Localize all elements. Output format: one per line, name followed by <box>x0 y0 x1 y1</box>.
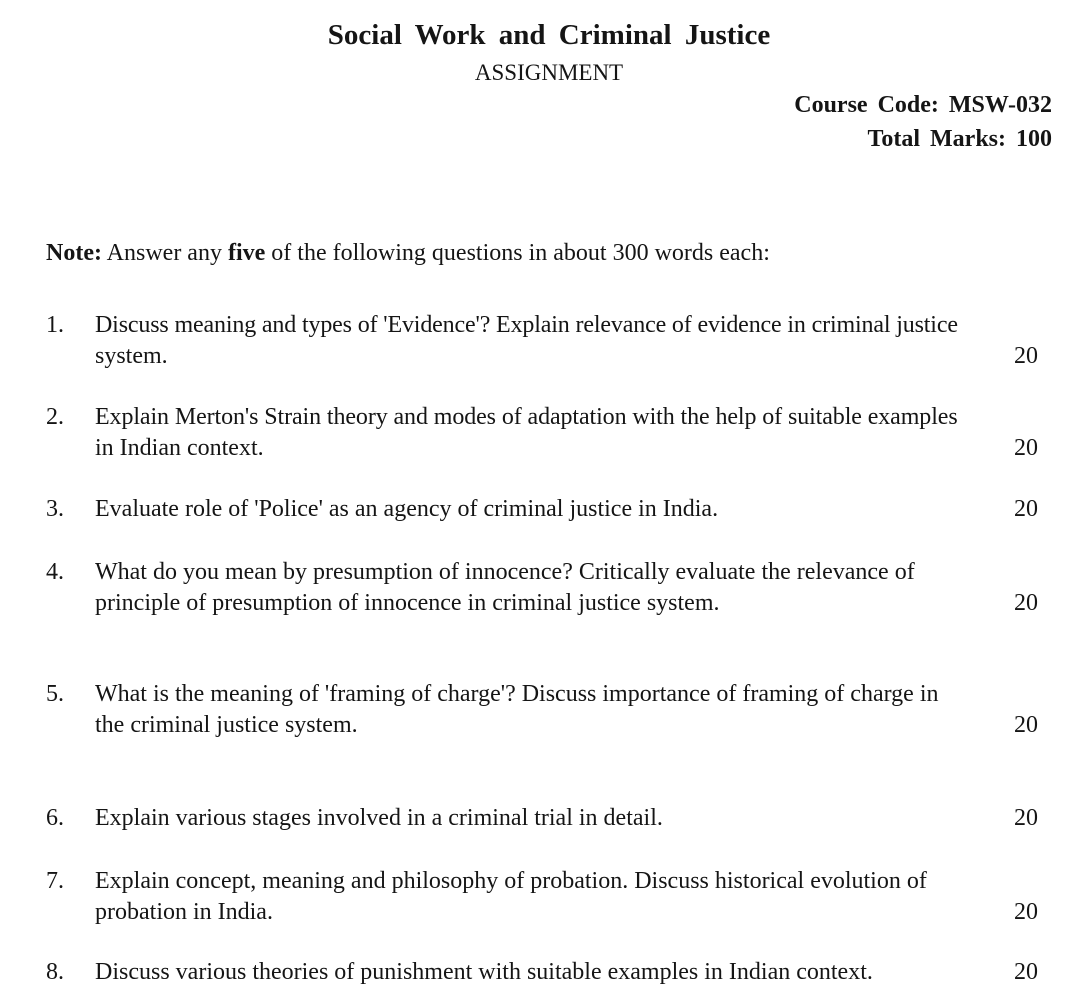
instruction-note <box>46 240 770 267</box>
question-line: principle of presumption of innocence in criminal justice system. <box>95 590 720 616</box>
total-marks: Total Marks: 100 <box>867 126 1052 152</box>
question-number: 3. <box>46 496 64 522</box>
question-marks: 20 <box>1014 712 1038 738</box>
question-line: Explain Merton's Strain theory and modes of adaptation with the help of suitable examples <box>95 404 958 430</box>
question-line: system. <box>95 343 168 369</box>
question-line: Explain concept, meaning and philosophy of probation. Discuss historical evolution of <box>95 868 927 894</box>
question-marks: 20 <box>1014 899 1038 925</box>
course-code: Course Code: MSW-032 <box>794 92 1052 118</box>
question-number: 7. <box>46 868 64 894</box>
question-line: What is the meaning of 'framing of charge'? Discuss importance of framing of charge in <box>95 681 939 707</box>
note-label: Note: <box>46 240 102 266</box>
question-line: Explain various stages involved in a criminal trial in detail. <box>95 805 663 831</box>
question-line: Discuss various theories of punishment with suitable examples in Indian context. <box>95 959 873 985</box>
question-line: What do you mean by presumption of innocence? Critically evaluate the relevance of <box>95 559 915 585</box>
note-text-before: Answer any <box>106 240 222 266</box>
note-emphasis: five <box>227 240 266 266</box>
question-number: 4. <box>46 559 64 585</box>
question-number: 6. <box>46 805 64 831</box>
question-marks: 20 <box>1014 590 1038 616</box>
question-marks: 20 <box>1014 959 1038 985</box>
question-number: 1. <box>46 312 64 338</box>
document-title: Social Work and Criminal Justice <box>327 19 771 51</box>
question-marks: 20 <box>1014 805 1038 831</box>
question-marks: 20 <box>1014 435 1038 461</box>
note-text-after: of the following questions in about 300 words each: <box>271 240 770 266</box>
question-number: 8. <box>46 959 64 985</box>
question-number: 5. <box>46 681 64 707</box>
question-line: probation in India. <box>95 899 273 925</box>
document-subtitle: ASSIGNMENT <box>474 60 624 85</box>
question-line: Evaluate role of 'Police' as an agency of criminal justice in India. <box>95 496 719 522</box>
question-number: 2. <box>46 404 64 430</box>
question-line: Discuss meaning and types of 'Evidence'? Explain relevance of evidence in criminal justice <box>95 312 958 338</box>
question-marks: 20 <box>1014 343 1038 369</box>
question-marks: 20 <box>1014 496 1038 522</box>
question-line: the criminal justice system. <box>95 712 358 738</box>
question-line: in Indian context. <box>95 435 264 461</box>
